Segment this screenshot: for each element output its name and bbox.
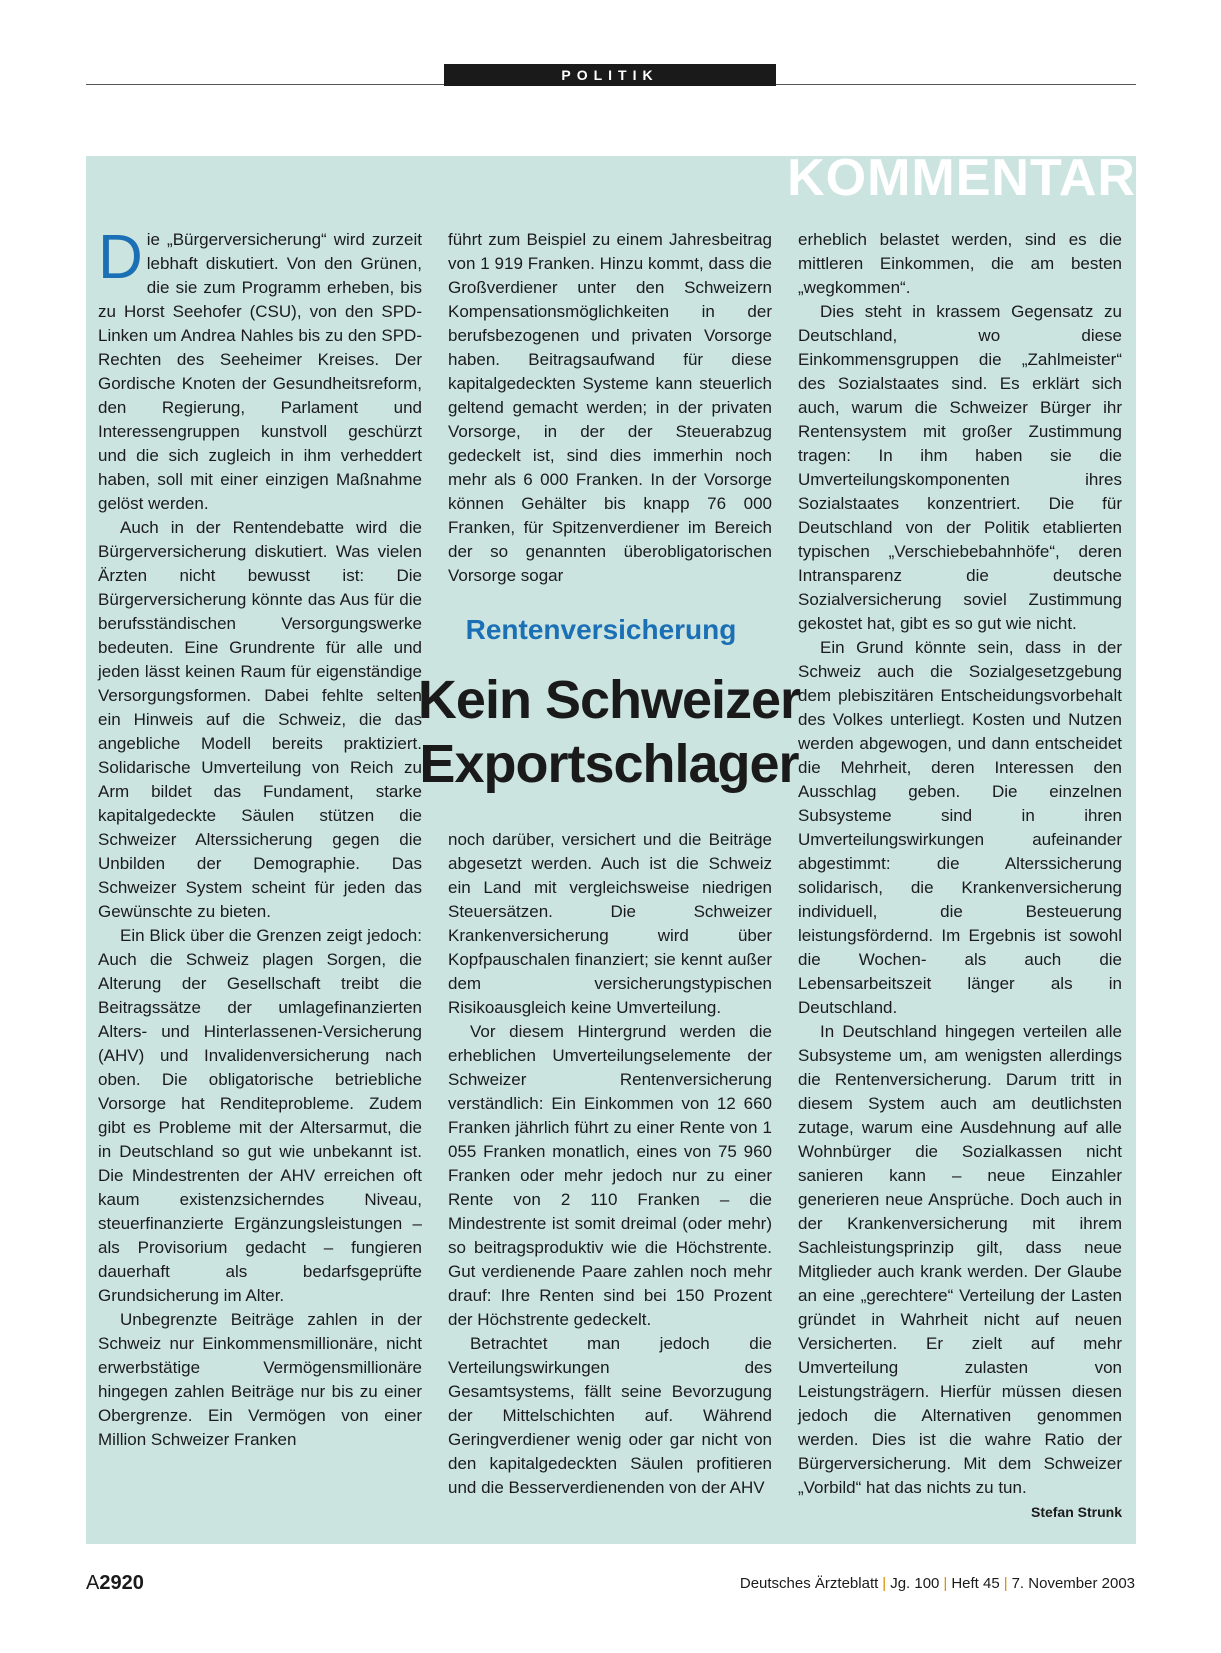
- kommentar-label: KOMMENTAR: [787, 156, 1136, 207]
- paragraph: Unbegrenzte Beiträge zahlen in der Schweiz nur Einkommensmillionäre, nicht erwerbstätige Vermögensmillionäre hingegen zahlen Beiträge nur bis zu einer Obergrenze. Ein Vermögen von einer Million Schweizer Franken: [98, 1310, 422, 1449]
- dropcap: D: [98, 223, 143, 292]
- paragraph: Ein Blick über die Grenzen zeigt jedoch: Auch die Schweiz plagen Sorgen, die Alterung der Gesellschaft treibt die Beitragssätze der umlagefinanzierten Alters- und Hinterlassenen-Versicherung (AHV) und Invalidenversicherung nach oben. Die obligatorische betriebliche Vorsorge hat Renditeprobleme. Zudem gibt es Probleme mit der Altersarmut, die in Deutschland so gut wie unbekannt ist. Die Mindestrenten der AHV erreichen oft kaum existenzsicherndes Niveau, steuerfinanzierte Ergänzungsleistungen – als Provisorium gedacht – fungieren dauerhaft als bedarfsgeprüfte Grundsicherung im Alter.: [98, 926, 422, 1305]
- paragraph: Ein Grund könnte sein, dass in der Schweiz auch die Sozialgesetzgebung dem plebiszitären Entscheidungsvorbehalt des Volkes unterliegt. Kosten und Nutzen werden abgewogen, und dann entscheidet die Mehrheit, deren Interessen den Ausschlag geben. Die einzelnen Subsysteme sind in ihren Umverteilungswirkungen aufeinander abgestimmt: die Alterssicherung solidarisch, die Krankenversicherung individuell, die Besteuerung leistungsfördernd. Im Ergebnis ist sowohl die Wochen- als auch die Lebensarbeitszeit länger als in Deutschland.: [798, 638, 1122, 1017]
- column-3: [798, 228, 1122, 1524]
- paragraph: führt zum Beispiel zu einem Jahresbeitrag von 1 919 Franken. Hinzu kommt, dass die Großverdiener unter den Schweizern Kompensationsmöglichkeiten in der berufsbezogenen und privaten Vorsorge haben. Beitragsaufwand für diese kapitalgedeckten Systeme kann steuerlich geltend gemacht werden; in der privaten Vorsorge, in der der Steuerabzug gedeckelt ist, sind dies immerhin noch mehr als 6 000 Franken. In der Vorsorge können Gehälter bis knapp 76 000 Franken, für Spitzenverdiener im Bereich der so genannten überobligatorischen Vorsorge sogar: [448, 230, 772, 585]
- journal-name: Deutsches Ärzteblatt: [739, 1575, 879, 1592]
- article-kicker: Rentenversicherung: [465, 614, 737, 645]
- paragraph: In Deutschland hingegen verteilen alle Subsysteme um, am wenigsten allerdings die Rentenversicherung. Darum tritt in diesem System auch am deutlichsten zutage, warum eine Ausdehnung auf alle Wohnbürger die Sozialkassen nicht sanieren kann – neue Einzahler generieren neue Ansprüche. Doch auch in der Krankenversicherung mit ihrem Sachleistungsprinzip gilt, dass neue Mitglieder auch krank werden. Der Glaube an eine „gerechtere“ Verteilung der Lasten gründet in Wahrheit nicht auf neuen Versicherten. Er zielt auf mehr Umverteilung zulasten von Leistungsträgern. Hierfür müssen diesen jedoch die Alternativen genommen werden. Dies ist die wahre Ratio der Bürgerversicherung. Mit dem Schweizer „Vorbild“ hat das nichts zu tun. Stefan Strunk: [798, 1020, 1122, 1500]
- paragraph: erheblich belastet werden, sind es die mittleren Einkommen, die am besten „wegkommen“.: [798, 230, 1122, 297]
- separator: |: [1003, 1575, 1008, 1592]
- section-tag: POLITIK: [444, 64, 776, 86]
- journal-volume: Jg. 100: [890, 1575, 940, 1592]
- paragraph: Betrachtet man jedoch die Verteilungswirkungen des Gesamtsystems, fällt seine Bevorzugung der Mittelschichten auf. Während Geringverdiener wenig oder gar nicht von den kapitalgedeckten Säulen profitieren und die Besserverdienenden von der AHV: [448, 1334, 772, 1497]
- separator: |: [943, 1575, 948, 1592]
- separator: |: [882, 1575, 887, 1592]
- journal-date: 7. November 2003: [1011, 1575, 1135, 1592]
- journal-issue: Heft 45: [951, 1575, 1000, 1592]
- column-1: [98, 223, 422, 1452]
- paragraph: noch darüber, versichert und die Beiträge abgesetzt werden. Auch ist die Schweiz ein Land mit vergleichsweise niedrigen Steuersätzen. Die Schweizer Krankenversicherung wird über Kopfpauschalen finanziert; sie kennt außer dem versicherungstypischen Risikoausgleich keine Umverteilung.: [448, 830, 772, 1017]
- comment-panel: [86, 156, 1136, 1544]
- paragraph: Vor diesem Hintergrund werden die erheblichen Umverteilungselemente der Schweizer Rentenversicherung verständlich: Ein Einkommen von 12 660 Franken jährlich führt zu einer Rente von 1 055 Franken monatlich, eines von 75 960 Franken oder mehr jedoch nur zu einer Rente von 2 110 Franken – die Mindestrente ist somit dreimal (oder mehr) so beitragsproduktiv wie die Höchstrente. Gut verdienende Paare zahlen noch mehr drauf: Ihre Renten sind bei 150 Prozent der Höchstrente gedeckelt.: [448, 1022, 772, 1329]
- paragraph: Dies steht in krassem Gegensatz zu Deutschland, wo diese Einkommensgruppen die „Zahlmeister“ des Sozialstaates sind. Es erklärt sich auch, warum die Schweizer Bürger ihr Rentensystem mit großer Zustimmung tragen: In ihm haben sie die Umverteilungskomponenten ihres Sozialstaates konzentriert. Die für Deutschland von der Politik etablierten typischen „Verschiebebahnhöfe“, deren Intransparenz die deutsche Sozialversicherung soviel Zustimmung gekostet hat, gibt es so gut wie nicht.: [798, 302, 1122, 633]
- author-name: Stefan Strunk: [1030, 1504, 1122, 1520]
- paragraph: Auch in der Rentendebatte wird die Bürgerversicherung diskutiert. Was vielen Ärzten nicht bewusst ist: Die Bürgerversicherung könnte das Aus für die berufsständischen Versorgungswerke bedeuten. Eine Grundrente für alle und jeden lässt keinen Raum für eigenständige Versorgungsformen. Dabei fehlte selten ein Hinweis auf die Schweiz, die das angebliche Modell bereits praktiziert. Solidarische Umverteilung von Reich zu Arm bildet das Fundament, starke kapitalgedeckte Säulen stützen die Schweizer Alterssicherung gegen die Unbilden der Demographie. Das Schweizer System scheint für jeden das Gewünschte zu bieten.: [98, 518, 422, 921]
- paragraph: Die „Bürgerversicherung“ wird zurzeit lebhaft diskutiert. Von den Grünen, die sie zum Programm erheben, bis zu Horst Seehofer (CSU), von den SPD-Linken um Andrea Nahles bis zu den SPD-Rechten des Seeheimer Kreises. Der Gordische Knoten der Gesundheitsreform, den Regierung, Parlament und Interessengruppen kunstvoll geschürzt und die sich zugleich in ihm verheddert haben, soll mit einer einzigen Maßnahme gelöst werden.: [98, 223, 422, 513]
- column-2-bottom: [448, 828, 772, 1500]
- page-number: A2920: [86, 1572, 144, 1594]
- journal-info: [740, 1575, 1135, 1592]
- column-2-top: [448, 228, 772, 588]
- article-headline: Kein Schweizer Exportschlager: [417, 670, 801, 794]
